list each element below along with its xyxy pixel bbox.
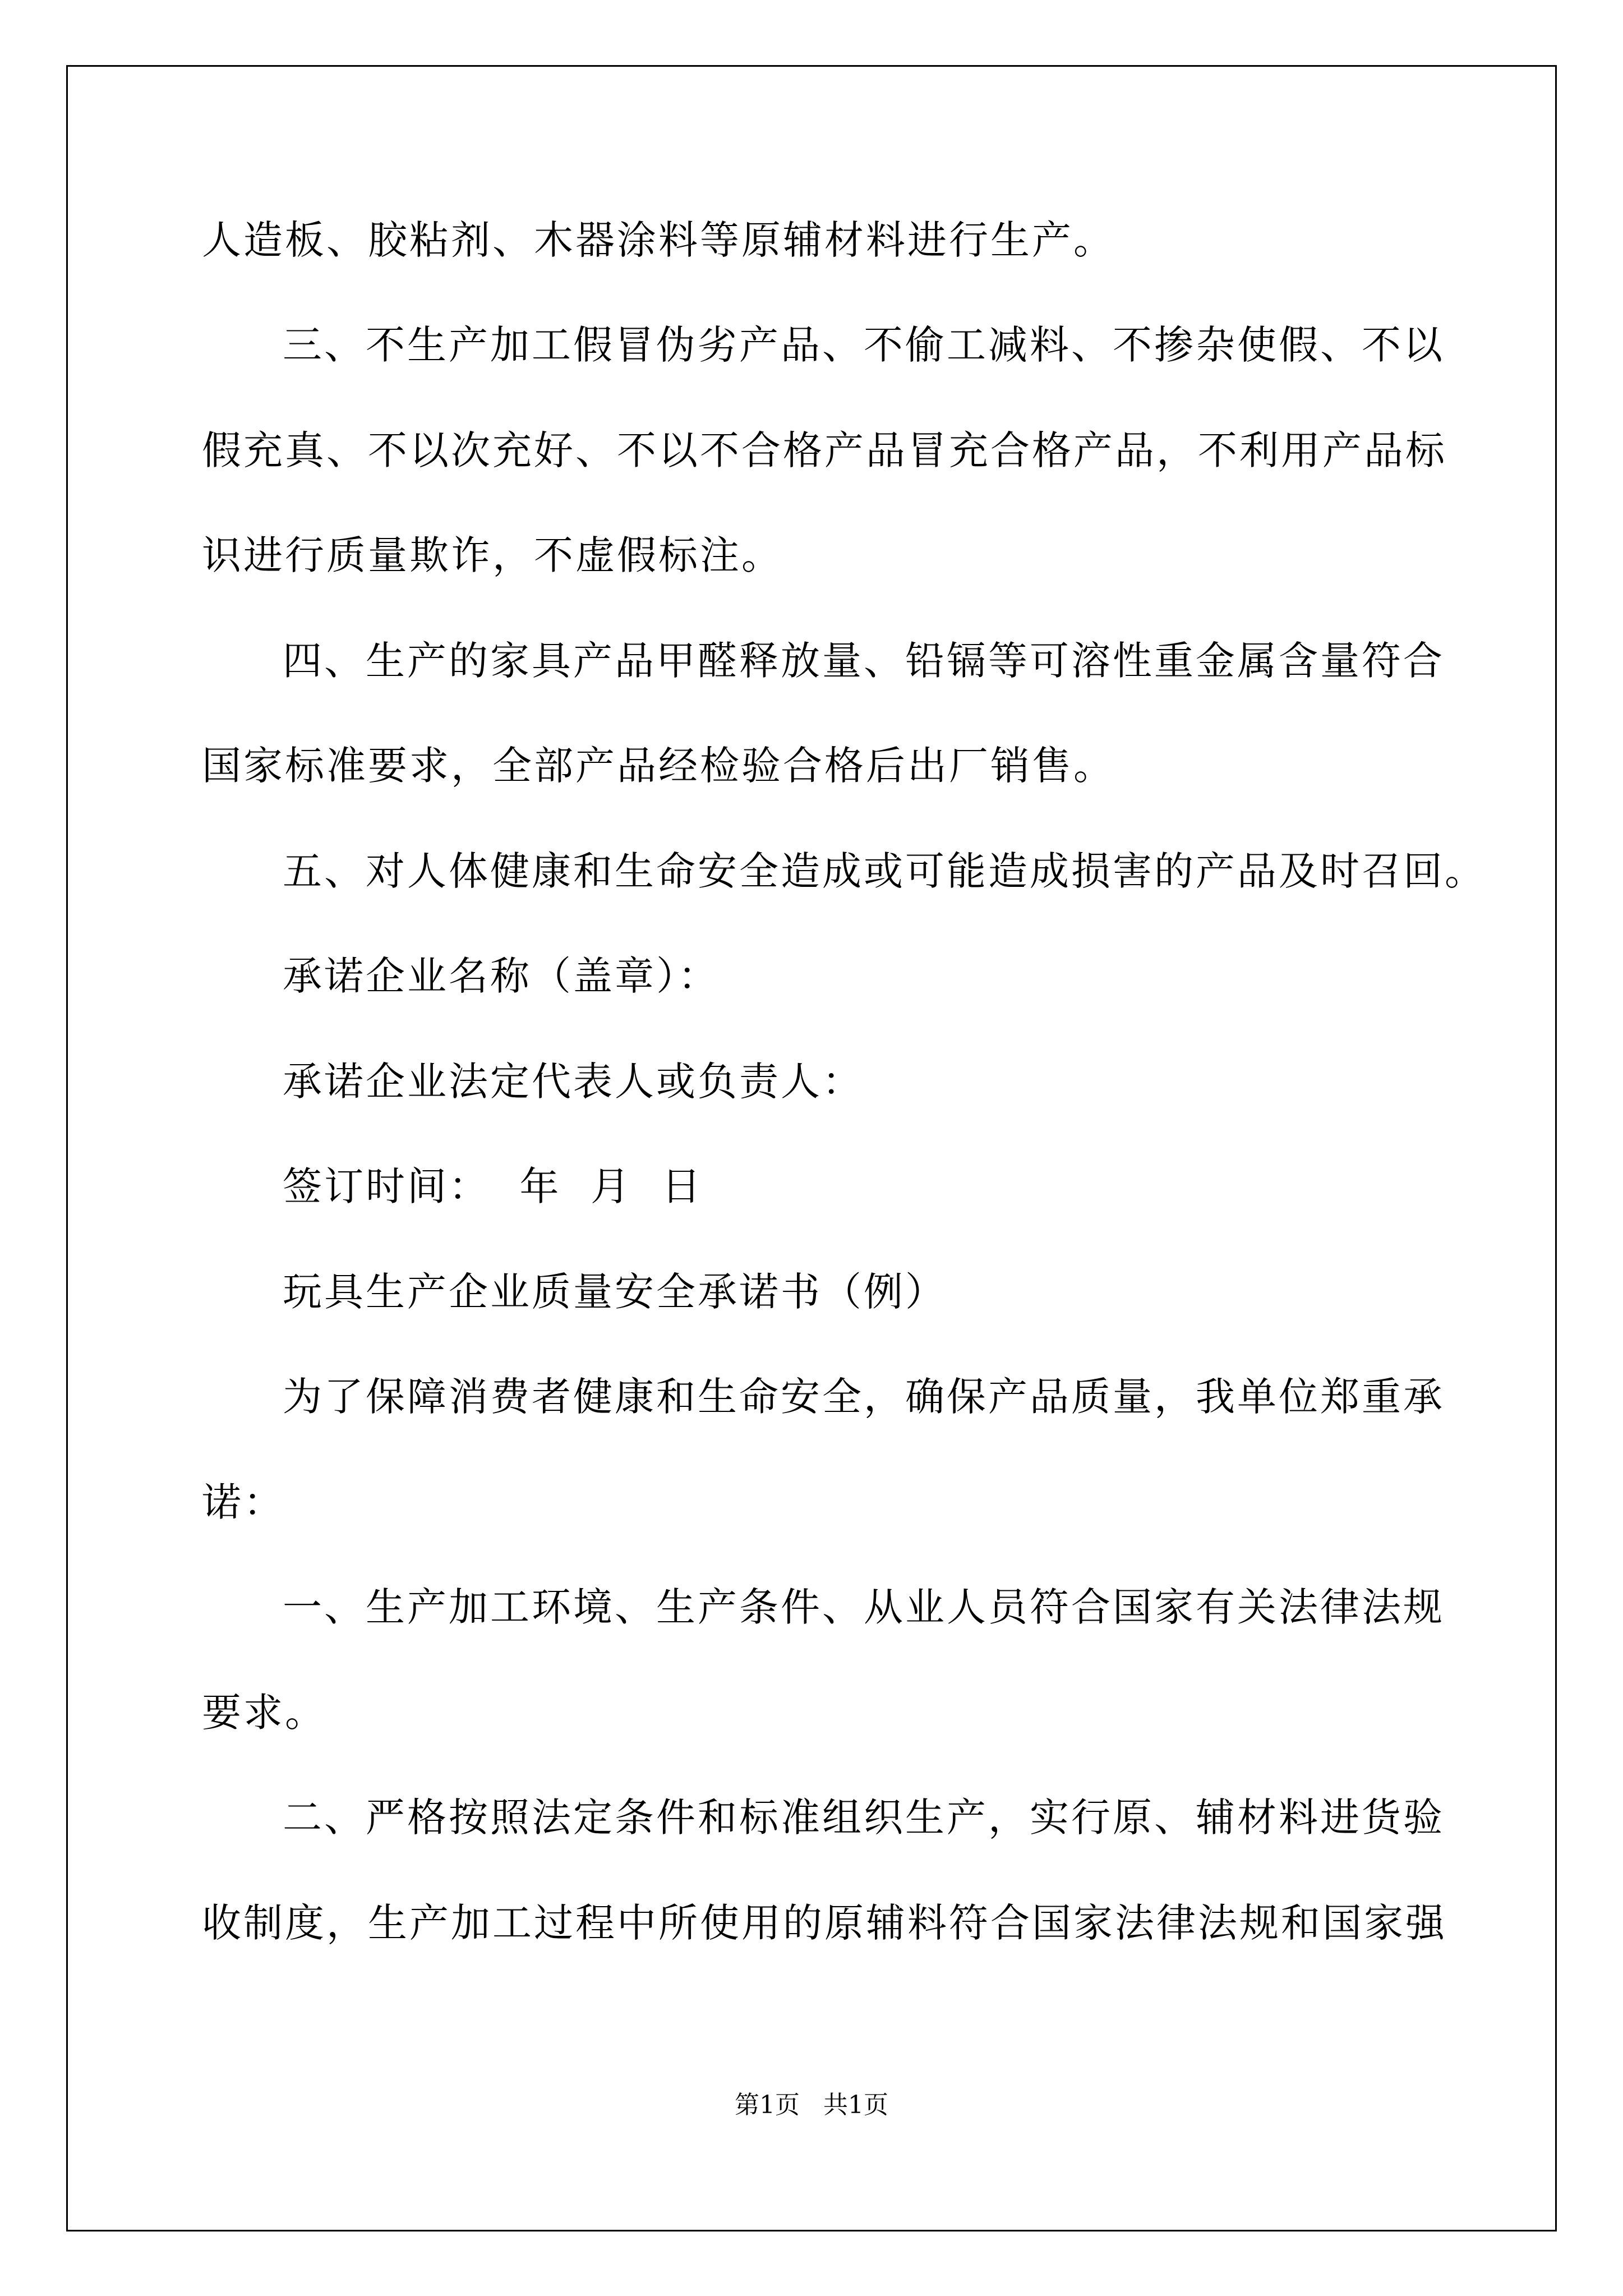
paragraph-4-line-1: 四、生产的家具产品甲醛释放量、铅镉等可溶性重金属含量符合 <box>283 638 1445 684</box>
item-2-line-1: 二、严格按照法定条件和标准组织生产，实行原、辅材料进货验 <box>283 1795 1445 1841</box>
page-number: 第1页 共1页 <box>735 2091 888 2119</box>
intro-line-2: 诺： <box>202 1479 285 1525</box>
page-footer <box>0 2091 1623 2119</box>
paragraph-4-line-2: 国家标准要求，全部产品经检验合格后出厂销售。 <box>202 743 1115 789</box>
item-1-line-1: 一、生产加工环境、生产条件、从业人员符合国家有关法律法规 <box>283 1584 1445 1630</box>
company-name-label: 承诺企业名称（盖章）： <box>283 953 720 999</box>
legal-representative-label: 承诺企业法定代表人或负责人： <box>283 1059 864 1105</box>
paragraph-3-line-3: 识进行质量欺诈，不虚假标注。 <box>202 532 783 578</box>
item-1-line-2: 要求。 <box>202 1690 326 1736</box>
paragraph-3-line-1: 三、不生产加工假冒伪劣产品、不偷工减料、不掺杂使假、不以 <box>283 322 1445 368</box>
text-line: 人造板、胶粘剂、木器涂料等原辅材料进行生产。 <box>202 217 1115 263</box>
paragraph-3-line-2: 假充真、不以次充好、不以不合格产品冒充合格产品，不利用产品标 <box>202 427 1447 473</box>
signing-date-label: 签订时间： 年 月 日 <box>283 1163 703 1209</box>
item-2-line-2: 收制度，生产加工过程中所使用的原辅料符合国家法律法规和国家强 <box>202 1900 1447 1946</box>
paragraph-5: 五、对人体健康和生命安全造成或可能造成损害的产品及时召回。 <box>283 848 1486 894</box>
section-title: 玩具生产企业质量安全承诺书（例） <box>283 1269 947 1315</box>
intro-line-1: 为了保障消费者健康和生命安全，确保产品质量，我单位郑重承 <box>283 1374 1445 1420</box>
